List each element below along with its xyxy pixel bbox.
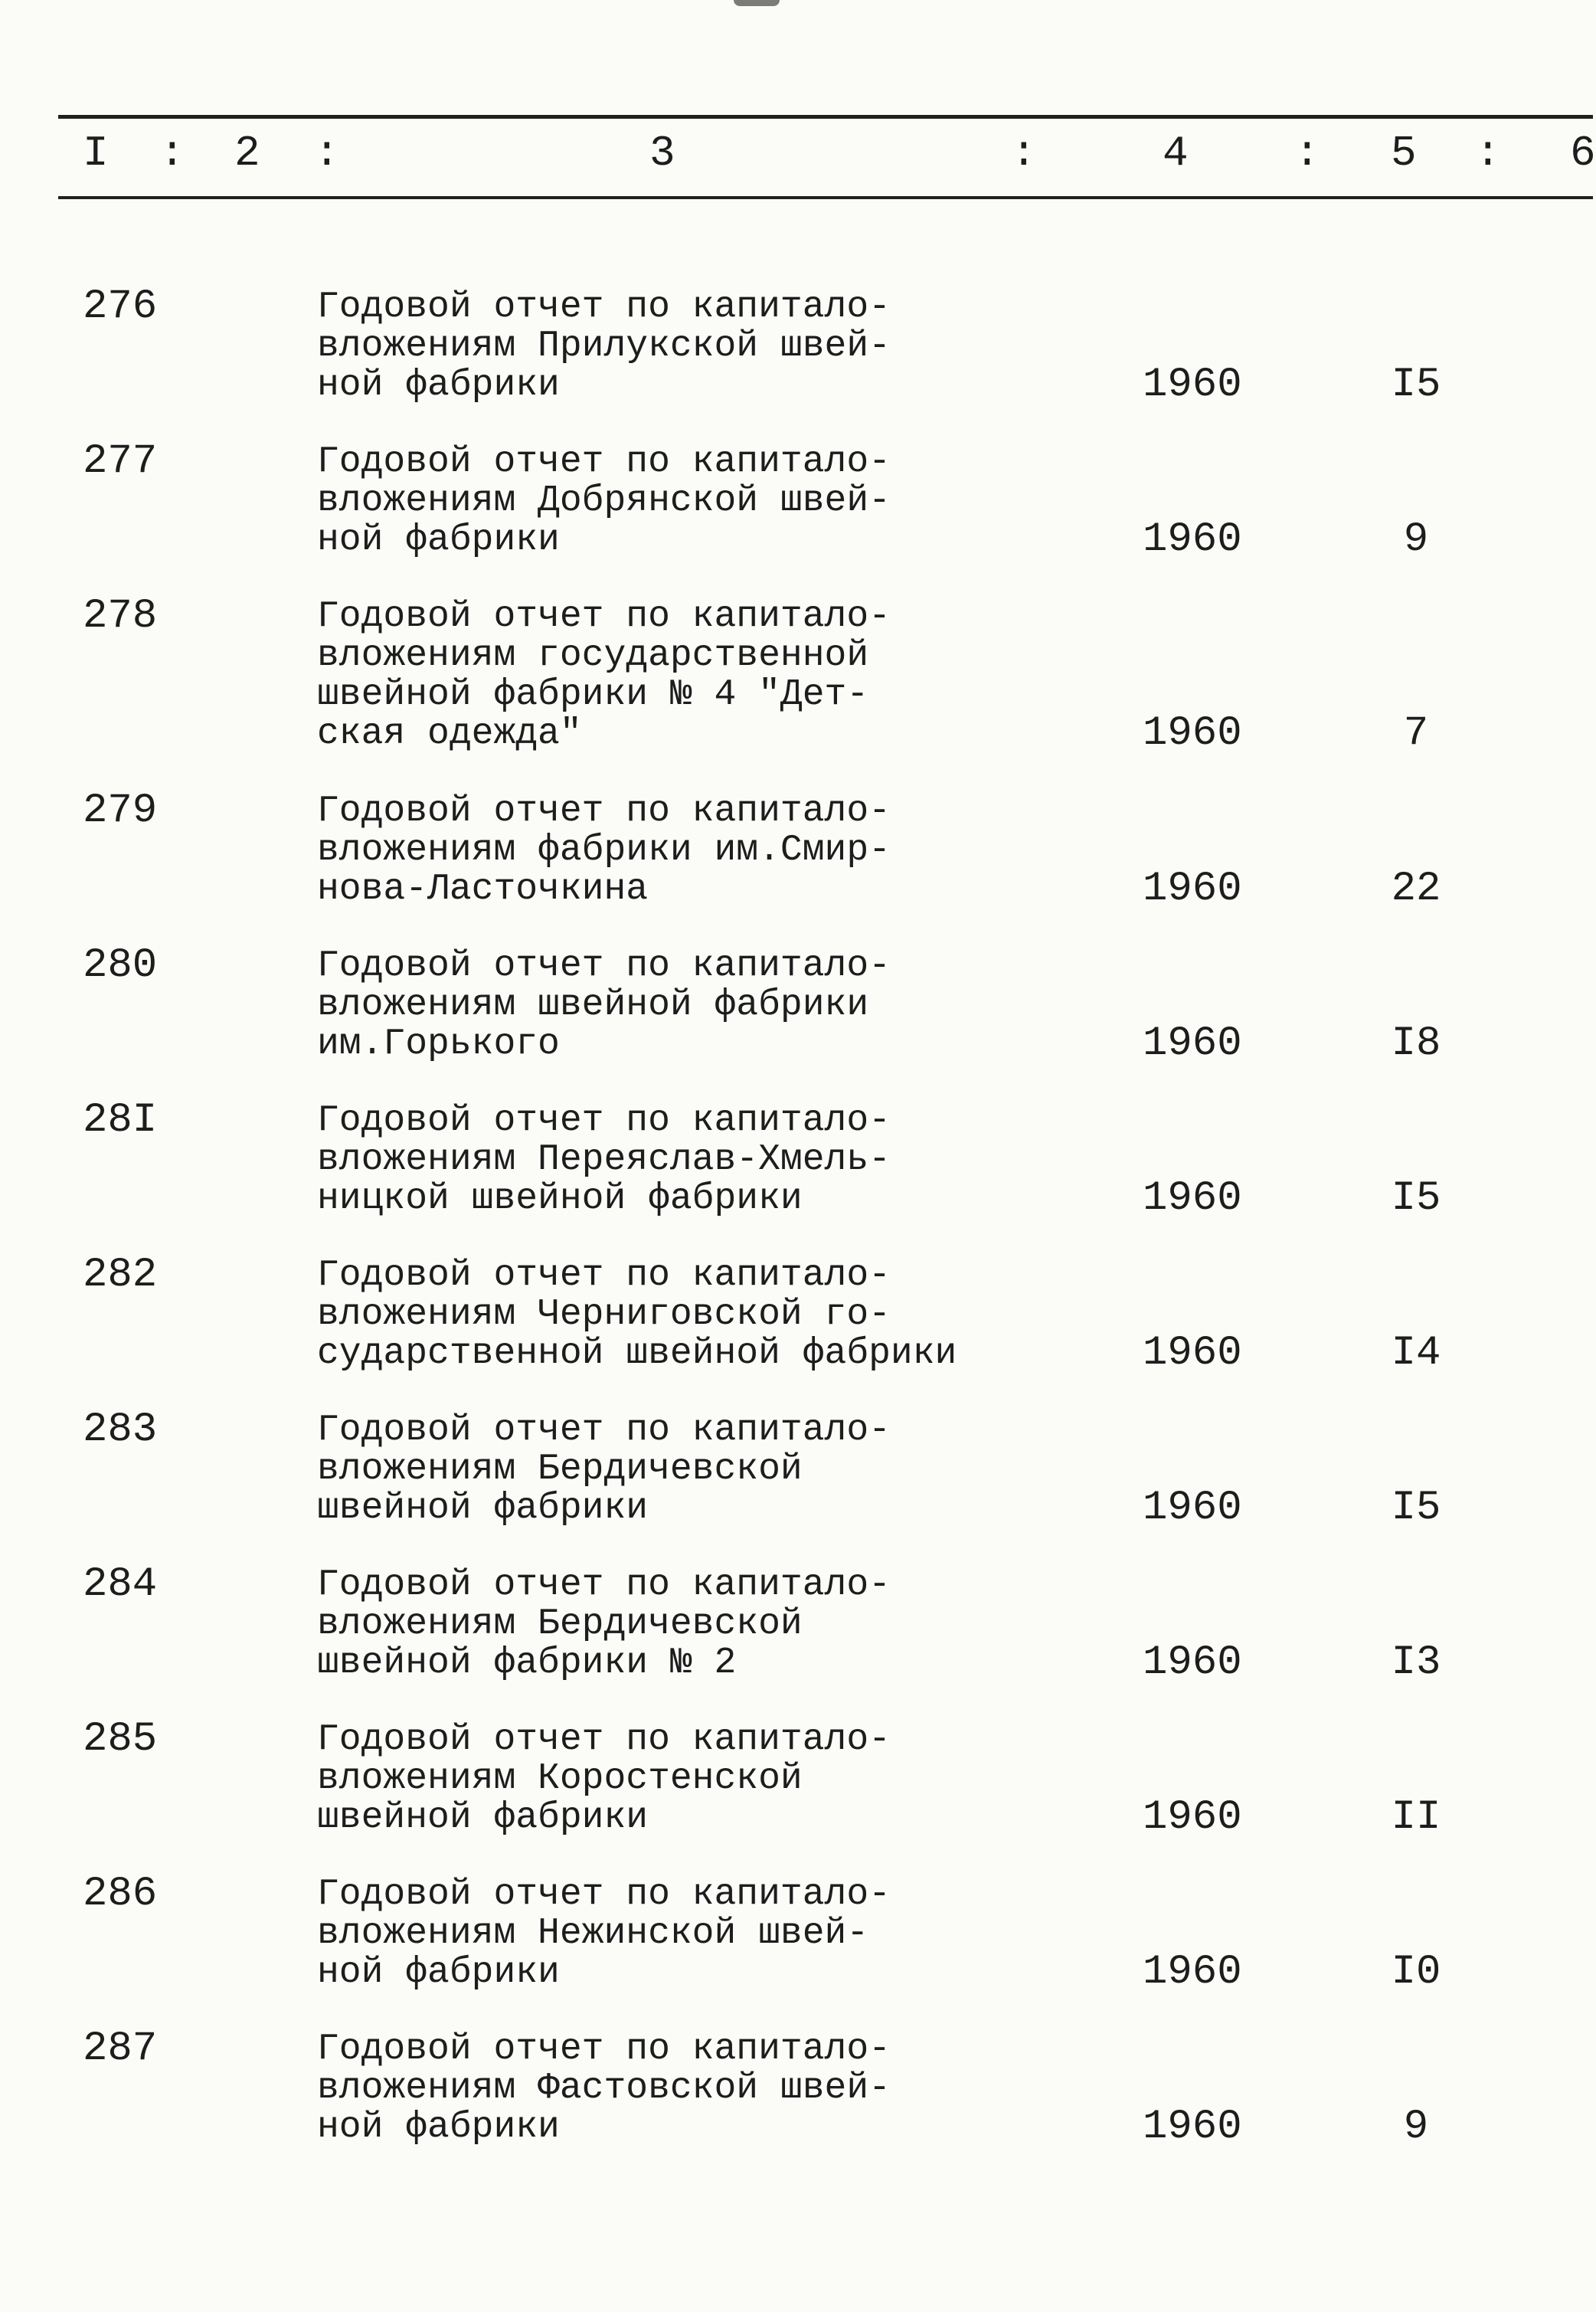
entry-sheet-count: 9	[1403, 2104, 1429, 2150]
entry-description: Годовой отчет по капитало- вложениям государственной швейной фабрики № 4 "Дет- ская одежда"	[317, 596, 891, 755]
column-header-5: 5	[1391, 129, 1417, 178]
entry-year: 1960	[1143, 1175, 1242, 1222]
table-row	[0, 1561, 1593, 1721]
table-row	[0, 1716, 1593, 1875]
entry-description: Годовой отчет по капитало- вложениям Нежинской швей- ной фабрики	[317, 1874, 891, 1993]
table-row	[0, 283, 1593, 443]
entry-description: Годовой отчет по капитало- вложениям Бердичевской швейной фабрики № 2	[317, 1564, 891, 1684]
header-top-rule	[58, 115, 1593, 119]
entry-year: 1960	[1143, 1330, 1242, 1377]
entry-description: Годовой отчет по капитало- вложениям Прилукской швей- ной фабрики	[317, 287, 891, 406]
entry-year: 1960	[1143, 866, 1242, 912]
header-bottom-rule	[58, 196, 1593, 199]
entry-sheet-count: 22	[1391, 866, 1441, 912]
entry-sheet-count: I5	[1391, 1485, 1441, 1531]
entry-number: 284	[83, 1561, 158, 1608]
column-separator: :	[1475, 129, 1501, 178]
table-row	[0, 788, 1593, 947]
column-header-2: 2	[234, 129, 260, 178]
entry-sheet-count: I4	[1391, 1330, 1441, 1377]
table-row	[0, 1871, 1593, 2030]
entry-description: Годовой отчет по капитало- вложениям Добрянской швей- ной фабрики	[317, 441, 891, 561]
entry-number: 279	[83, 788, 158, 834]
entry-number: 285	[83, 1716, 158, 1763]
entry-number: 280	[83, 942, 158, 989]
column-separator: :	[314, 129, 340, 178]
entry-year: 1960	[1143, 1639, 1242, 1686]
table-row	[0, 2025, 1593, 2183]
entry-description: Годовой отчет по капитало- вложениям Коростенской швейной фабрики	[317, 1719, 891, 1839]
entry-sheet-count: I0	[1391, 1949, 1441, 1996]
table-header	[0, 129, 1596, 182]
entry-sheet-count: II	[1391, 1794, 1441, 1841]
column-header-3: 3	[649, 129, 675, 178]
entry-number: 277	[83, 438, 158, 485]
entry-year: 1960	[1143, 516, 1242, 563]
entry-year: 1960	[1143, 2104, 1242, 2150]
entry-number: 282	[83, 1252, 158, 1298]
table-row	[0, 438, 1593, 598]
entry-sheet-count: I8	[1391, 1020, 1441, 1067]
column-header-6: 6	[1570, 129, 1596, 178]
inventory-list	[0, 283, 1593, 2183]
entry-year: 1960	[1143, 1020, 1242, 1067]
entry-number: 286	[83, 1871, 158, 1917]
entry-number: 278	[83, 593, 158, 640]
entry-sheet-count: 9	[1403, 516, 1429, 563]
column-header-1: I	[83, 129, 109, 178]
entry-number: 28I	[83, 1097, 158, 1144]
entry-sheet-count: 7	[1403, 710, 1429, 757]
entry-number: 283	[83, 1407, 158, 1453]
column-header-4: 4	[1163, 129, 1189, 178]
entry-description: Годовой отчет по капитало- вложениям Переяслав-Хмель- ницкой швейной фабрики	[317, 1100, 891, 1220]
entry-description: Годовой отчет по капитало- вложениям Черниговской го- сударственной швейной фабрики	[317, 1255, 957, 1374]
entry-description: Годовой отчет по капитало- вложениям Бердичевской швейной фабрики	[317, 1410, 891, 1529]
entry-year: 1960	[1143, 710, 1242, 757]
entry-description: Годовой отчет по капитало- вложениям швейной фабрики им.Горького	[317, 945, 891, 1065]
table-row	[0, 1097, 1593, 1256]
table-row	[0, 942, 1593, 1102]
entry-year: 1960	[1143, 1485, 1242, 1531]
entry-number: 287	[83, 2025, 158, 2072]
entry-description: Годовой отчет по капитало- вложениям фабрики им.Смир- нова-Ласточкина	[317, 791, 891, 910]
entry-sheet-count: I5	[1391, 362, 1441, 408]
entry-year: 1960	[1143, 1949, 1242, 1996]
table-row	[0, 593, 1593, 792]
entry-sheet-count: I3	[1391, 1639, 1441, 1686]
entry-year: 1960	[1143, 362, 1242, 408]
column-separator: :	[159, 129, 185, 178]
entry-number: 276	[83, 283, 158, 330]
entry-year: 1960	[1143, 1794, 1242, 1841]
table-row	[0, 1407, 1593, 1566]
page-number-mark	[734, 0, 780, 6]
column-separator: :	[1011, 129, 1037, 178]
table-row	[0, 1252, 1593, 1411]
entry-description: Годовой отчет по капитало- вложениям Фастовской швей- ной фабрики	[317, 2029, 891, 2148]
column-separator: :	[1294, 129, 1320, 178]
entry-sheet-count: I5	[1391, 1175, 1441, 1222]
